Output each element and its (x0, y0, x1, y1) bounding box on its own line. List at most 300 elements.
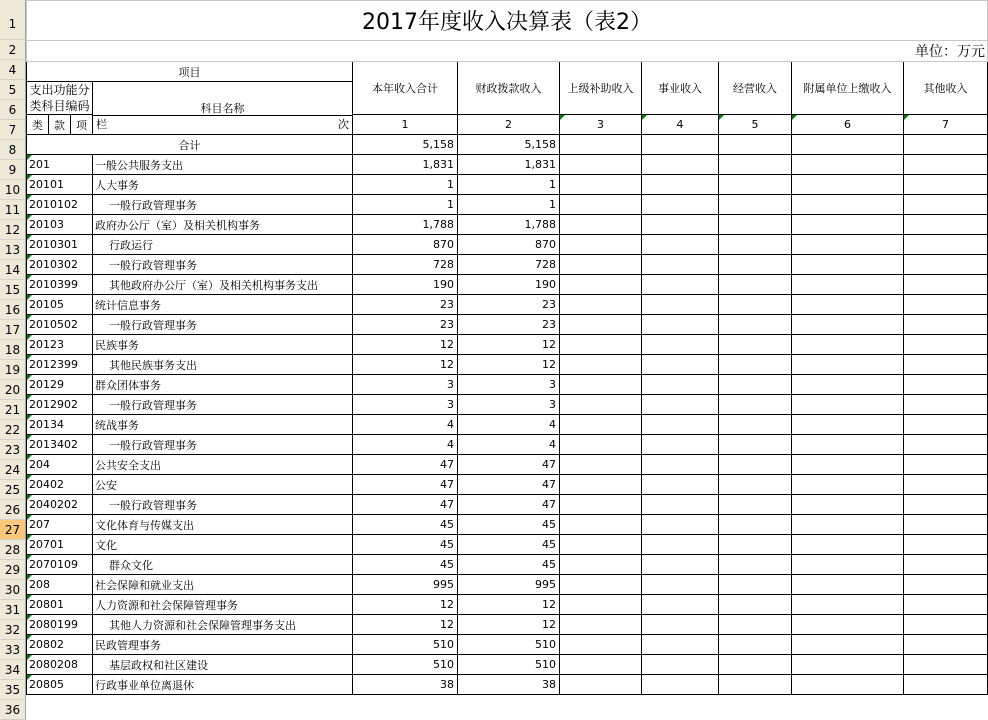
code-cell[interactable]: 2070109 (27, 555, 93, 575)
row-number[interactable]: 18 (0, 340, 26, 360)
value-cell-1[interactable]: 190 (353, 275, 458, 295)
kuan-header[interactable]: 款 (49, 115, 71, 135)
code-cell[interactable]: 20134 (27, 415, 93, 435)
empty-cell[interactable] (904, 475, 988, 495)
code-cell[interactable]: 2010502 (27, 315, 93, 335)
code-cell[interactable]: 2080199 (27, 615, 93, 635)
code-cell[interactable]: 20805 (27, 675, 93, 695)
empty-cell[interactable] (904, 375, 988, 395)
row-number[interactable]: 21 (0, 400, 26, 420)
code-cell[interactable]: 2010301 (27, 235, 93, 255)
name-cell[interactable]: 一般行政管理事务 (93, 495, 353, 515)
empty-cell[interactable] (560, 335, 642, 355)
empty-cell[interactable] (642, 655, 719, 675)
empty-cell[interactable] (792, 615, 904, 635)
value-cell-1[interactable]: 45 (353, 515, 458, 535)
empty-cell[interactable] (560, 655, 642, 675)
code-cell[interactable]: 2010102 (27, 195, 93, 215)
empty-cell[interactable] (904, 195, 988, 215)
value-cell-2[interactable]: 1,788 (458, 215, 560, 235)
empty-cell[interactable] (719, 495, 792, 515)
name-cell[interactable]: 社会保障和就业支出 (93, 575, 353, 595)
empty-cell[interactable] (719, 135, 792, 155)
empty-cell[interactable] (560, 375, 642, 395)
empty-cell[interactable] (792, 555, 904, 575)
empty-cell[interactable] (642, 475, 719, 495)
empty-cell[interactable] (719, 255, 792, 275)
code-cell[interactable]: 20123 (27, 335, 93, 355)
empty-cell[interactable] (642, 355, 719, 375)
empty-cell[interactable] (792, 175, 904, 195)
empty-cell[interactable] (719, 315, 792, 335)
value-cell-2[interactable]: 23 (458, 315, 560, 335)
row-number[interactable]: 15 (0, 280, 26, 300)
empty-cell[interactable] (560, 195, 642, 215)
empty-cell[interactable] (792, 355, 904, 375)
row-number[interactable]: 26 (0, 500, 26, 520)
name-cell[interactable]: 政府办公厅（室）及相关机构事务 (93, 215, 353, 235)
empty-cell[interactable] (904, 395, 988, 415)
name-cell[interactable]: 人力资源和社会保障管理事务 (93, 595, 353, 615)
row-number[interactable]: 33 (0, 640, 26, 660)
empty-cell[interactable] (719, 195, 792, 215)
lei-header[interactable]: 类 (27, 115, 49, 135)
row-number[interactable]: 5 (0, 80, 26, 100)
code-cell[interactable]: 20101 (27, 175, 93, 195)
code-cell[interactable]: 204 (27, 455, 93, 475)
value-cell-2[interactable]: 1 (458, 195, 560, 215)
empty-cell[interactable] (560, 615, 642, 635)
code-cell[interactable]: 2010399 (27, 275, 93, 295)
total-value-2[interactable]: 5,158 (458, 135, 560, 155)
value-cell-1[interactable]: 3 (353, 375, 458, 395)
row-number[interactable]: 2 (0, 40, 26, 60)
empty-cell[interactable] (792, 455, 904, 475)
empty-cell[interactable] (642, 155, 719, 175)
col-header-1[interactable]: 本年收入合计 (353, 62, 458, 115)
name-cell[interactable]: 一般行政管理事务 (93, 315, 353, 335)
empty-cell[interactable] (904, 675, 988, 695)
empty-cell[interactable] (719, 455, 792, 475)
empty-cell[interactable] (719, 615, 792, 635)
empty-cell[interactable] (642, 275, 719, 295)
row-number[interactable]: 34 (0, 660, 26, 680)
row-number[interactable]: 24 (0, 460, 26, 480)
value-cell-1[interactable]: 510 (353, 635, 458, 655)
row-number[interactable]: 9 (0, 160, 26, 180)
empty-cell[interactable] (560, 355, 642, 375)
empty-cell[interactable] (904, 635, 988, 655)
value-cell-2[interactable]: 510 (458, 655, 560, 675)
value-cell-1[interactable]: 38 (353, 675, 458, 695)
row-number[interactable]: 30 (0, 580, 26, 600)
name-cell[interactable]: 行政事业单位离退休 (93, 675, 353, 695)
name-cell[interactable]: 一般公共服务支出 (93, 155, 353, 175)
empty-cell[interactable] (904, 495, 988, 515)
value-cell-1[interactable]: 1,788 (353, 215, 458, 235)
code-cell[interactable]: 20402 (27, 475, 93, 495)
empty-cell[interactable] (904, 155, 988, 175)
name-cell[interactable]: 其他民族事务支出 (93, 355, 353, 375)
empty-cell[interactable] (792, 575, 904, 595)
empty-cell[interactable] (792, 155, 904, 175)
value-cell-2[interactable]: 870 (458, 235, 560, 255)
empty-cell[interactable] (719, 295, 792, 315)
value-cell-1[interactable]: 4 (353, 415, 458, 435)
value-cell-1[interactable]: 23 (353, 315, 458, 335)
empty-cell[interactable] (642, 315, 719, 335)
value-cell-1[interactable]: 45 (353, 535, 458, 555)
code-cell[interactable]: 20701 (27, 535, 93, 555)
name-cell[interactable]: 民政管理事务 (93, 635, 353, 655)
value-cell-2[interactable]: 510 (458, 635, 560, 655)
empty-cell[interactable] (719, 355, 792, 375)
row-number[interactable]: 19 (0, 360, 26, 380)
col-header-6[interactable]: 附属单位上缴收入 (792, 62, 904, 115)
value-cell-2[interactable]: 47 (458, 495, 560, 515)
col-header-2[interactable]: 财政拨款收入 (458, 62, 560, 115)
empty-cell[interactable] (560, 235, 642, 255)
empty-cell[interactable] (560, 315, 642, 335)
value-cell-1[interactable]: 23 (353, 295, 458, 315)
empty-cell[interactable] (642, 635, 719, 655)
empty-cell[interactable] (560, 175, 642, 195)
empty-cell[interactable] (904, 575, 988, 595)
value-cell-2[interactable]: 4 (458, 435, 560, 455)
empty-cell[interactable] (904, 215, 988, 235)
value-cell-1[interactable]: 995 (353, 575, 458, 595)
value-cell-2[interactable]: 47 (458, 455, 560, 475)
empty-cell[interactable] (792, 535, 904, 555)
empty-cell[interactable] (642, 335, 719, 355)
empty-cell[interactable] (642, 515, 719, 535)
code-cell[interactable]: 2010302 (27, 255, 93, 275)
row-number[interactable]: 7 (0, 120, 26, 140)
code-cell[interactable]: 20801 (27, 595, 93, 615)
empty-cell[interactable] (904, 315, 988, 335)
row-number[interactable]: 11 (0, 200, 26, 220)
value-cell-2[interactable]: 12 (458, 615, 560, 635)
row-number[interactable]: 1 (0, 0, 26, 40)
col-header-3[interactable]: 上级补助收入 (560, 62, 642, 115)
empty-cell[interactable] (904, 615, 988, 635)
empty-cell[interactable] (560, 675, 642, 695)
empty-cell[interactable] (719, 535, 792, 555)
empty-cell[interactable] (904, 275, 988, 295)
value-cell-1[interactable]: 870 (353, 235, 458, 255)
empty-cell[interactable] (719, 675, 792, 695)
empty-cell[interactable] (642, 395, 719, 415)
empty-cell[interactable] (642, 415, 719, 435)
row-number[interactable]: 17 (0, 320, 26, 340)
empty-cell[interactable] (560, 295, 642, 315)
name-cell[interactable]: 文化 (93, 535, 353, 555)
value-cell-2[interactable]: 12 (458, 595, 560, 615)
empty-cell[interactable] (560, 475, 642, 495)
value-cell-2[interactable]: 1 (458, 175, 560, 195)
name-cell[interactable]: 人大事务 (93, 175, 353, 195)
name-cell[interactable]: 统计信息事务 (93, 295, 353, 315)
empty-cell[interactable] (904, 355, 988, 375)
code-cell[interactable]: 2080208 (27, 655, 93, 675)
value-cell-1[interactable]: 4 (353, 435, 458, 455)
row-number[interactable]: 36 (0, 700, 26, 720)
empty-cell[interactable] (642, 295, 719, 315)
value-cell-2[interactable]: 3 (458, 375, 560, 395)
empty-cell[interactable] (719, 595, 792, 615)
empty-cell[interactable] (792, 195, 904, 215)
empty-cell[interactable] (719, 335, 792, 355)
empty-cell[interactable] (642, 235, 719, 255)
empty-cell[interactable] (904, 515, 988, 535)
name-cell[interactable]: 基层政权和社区建设 (93, 655, 353, 675)
empty-cell[interactable] (560, 535, 642, 555)
empty-cell[interactable] (792, 135, 904, 155)
empty-cell[interactable] (642, 135, 719, 155)
value-cell-2[interactable]: 190 (458, 275, 560, 295)
empty-cell[interactable] (560, 555, 642, 575)
empty-cell[interactable] (719, 635, 792, 655)
empty-cell[interactable] (792, 215, 904, 235)
col-num-2[interactable]: 2 (458, 115, 560, 135)
empty-cell[interactable] (792, 375, 904, 395)
name-cell[interactable]: 其他人力资源和社会保障管理事务支出 (93, 615, 353, 635)
empty-cell[interactable] (642, 375, 719, 395)
empty-cell[interactable] (792, 255, 904, 275)
code-cell[interactable]: 2012399 (27, 355, 93, 375)
value-cell-2[interactable]: 3 (458, 395, 560, 415)
empty-cell[interactable] (642, 455, 719, 475)
empty-cell[interactable] (560, 255, 642, 275)
total-value-1[interactable]: 5,158 (353, 135, 458, 155)
item-header[interactable]: 项目 (27, 62, 353, 82)
row-number[interactable]: 29 (0, 560, 26, 580)
row-number[interactable]: 10 (0, 180, 26, 200)
empty-cell[interactable] (719, 175, 792, 195)
empty-cell[interactable] (560, 455, 642, 475)
row-number[interactable]: 13 (0, 240, 26, 260)
empty-cell[interactable] (560, 275, 642, 295)
col-num-1[interactable]: 1 (353, 115, 458, 135)
value-cell-1[interactable]: 47 (353, 495, 458, 515)
empty-cell[interactable] (792, 435, 904, 455)
col-num-3[interactable]: 3 (560, 115, 642, 135)
value-cell-2[interactable]: 38 (458, 675, 560, 695)
name-cell[interactable]: 其他政府办公厅（室）及相关机构事务支出 (93, 275, 353, 295)
empty-cell[interactable] (904, 175, 988, 195)
name-cell[interactable]: 统战事务 (93, 415, 353, 435)
empty-cell[interactable] (904, 435, 988, 455)
code-cell[interactable]: 2040202 (27, 495, 93, 515)
row-number[interactable]: 6 (0, 100, 26, 120)
value-cell-2[interactable]: 4 (458, 415, 560, 435)
empty-cell[interactable] (719, 655, 792, 675)
empty-cell[interactable] (904, 235, 988, 255)
empty-cell[interactable] (560, 395, 642, 415)
col-header-5[interactable]: 经营收入 (719, 62, 792, 115)
row-number[interactable]: 28 (0, 540, 26, 560)
row-number[interactable]: 20 (0, 380, 26, 400)
row-number[interactable]: 31 (0, 600, 26, 620)
row-number[interactable]: 4 (0, 60, 26, 80)
empty-cell[interactable] (792, 335, 904, 355)
row-number[interactable]: 12 (0, 220, 26, 240)
name-cell[interactable]: 民族事务 (93, 335, 353, 355)
value-cell-1[interactable]: 47 (353, 455, 458, 475)
code-cell[interactable]: 201 (27, 155, 93, 175)
name-cell[interactable]: 一般行政管理事务 (93, 255, 353, 275)
empty-cell[interactable] (560, 435, 642, 455)
row-number[interactable]: 8 (0, 140, 26, 160)
empty-cell[interactable] (792, 275, 904, 295)
value-cell-2[interactable]: 47 (458, 475, 560, 495)
unit-label[interactable]: 单位：万元 (27, 41, 988, 62)
code-cell[interactable]: 208 (27, 575, 93, 595)
code-cell[interactable]: 20103 (27, 215, 93, 235)
code-cell[interactable]: 20105 (27, 295, 93, 315)
empty-cell[interactable] (642, 195, 719, 215)
empty-cell[interactable] (904, 295, 988, 315)
empty-cell[interactable] (642, 615, 719, 635)
empty-cell[interactable] (719, 215, 792, 235)
value-cell-2[interactable]: 12 (458, 335, 560, 355)
empty-cell[interactable] (642, 575, 719, 595)
row-number[interactable]: 16 (0, 300, 26, 320)
col-num-5[interactable]: 5 (719, 115, 792, 135)
code-cell[interactable]: 207 (27, 515, 93, 535)
value-cell-1[interactable]: 12 (353, 335, 458, 355)
row-number[interactable]: 23 (0, 440, 26, 460)
empty-cell[interactable] (719, 555, 792, 575)
empty-cell[interactable] (719, 575, 792, 595)
empty-cell[interactable] (792, 395, 904, 415)
empty-cell[interactable] (642, 535, 719, 555)
row-number[interactable]: 32 (0, 620, 26, 640)
empty-cell[interactable] (719, 475, 792, 495)
empty-cell[interactable] (792, 635, 904, 655)
value-cell-2[interactable]: 995 (458, 575, 560, 595)
col-header-7[interactable]: 其他收入 (904, 62, 988, 115)
col-num-6[interactable]: 6 (792, 115, 904, 135)
empty-cell[interactable] (560, 155, 642, 175)
empty-cell[interactable] (642, 255, 719, 275)
empty-cell[interactable] (719, 415, 792, 435)
value-cell-2[interactable]: 45 (458, 515, 560, 535)
empty-cell[interactable] (904, 415, 988, 435)
empty-cell[interactable] (642, 595, 719, 615)
value-cell-2[interactable]: 45 (458, 535, 560, 555)
value-cell-1[interactable]: 1,831 (353, 155, 458, 175)
value-cell-2[interactable]: 45 (458, 555, 560, 575)
empty-cell[interactable] (719, 235, 792, 255)
empty-cell[interactable] (560, 515, 642, 535)
code-cell[interactable]: 2012902 (27, 395, 93, 415)
empty-cell[interactable] (642, 215, 719, 235)
empty-cell[interactable] (560, 495, 642, 515)
empty-cell[interactable] (904, 655, 988, 675)
empty-cell[interactable] (560, 415, 642, 435)
value-cell-2[interactable]: 12 (458, 355, 560, 375)
name-cell[interactable]: 公共安全支出 (93, 455, 353, 475)
col-header-4[interactable]: 事业收入 (642, 62, 719, 115)
empty-cell[interactable] (904, 455, 988, 475)
value-cell-1[interactable]: 1 (353, 175, 458, 195)
value-cell-2[interactable]: 23 (458, 295, 560, 315)
empty-cell[interactable] (792, 475, 904, 495)
row-number[interactable]: 25 (0, 480, 26, 500)
xiang-header[interactable]: 项 (71, 115, 93, 135)
value-cell-2[interactable]: 1,831 (458, 155, 560, 175)
row-number[interactable]: 22 (0, 420, 26, 440)
value-cell-1[interactable]: 1 (353, 195, 458, 215)
name-cell[interactable]: 群众团体事务 (93, 375, 353, 395)
empty-cell[interactable] (642, 435, 719, 455)
empty-cell[interactable] (560, 635, 642, 655)
empty-cell[interactable] (904, 555, 988, 575)
code-cell[interactable]: 20129 (27, 375, 93, 395)
name-header[interactable]: 科目名称 栏 次 (93, 82, 353, 135)
value-cell-1[interactable]: 45 (353, 555, 458, 575)
empty-cell[interactable] (719, 395, 792, 415)
empty-cell[interactable] (642, 495, 719, 515)
code-cell[interactable]: 20802 (27, 635, 93, 655)
value-cell-1[interactable]: 12 (353, 615, 458, 635)
name-cell[interactable]: 群众文化 (93, 555, 353, 575)
empty-cell[interactable] (560, 135, 642, 155)
empty-cell[interactable] (904, 335, 988, 355)
value-cell-2[interactable]: 728 (458, 255, 560, 275)
code-cell[interactable]: 2013402 (27, 435, 93, 455)
page-title[interactable]: 2017年度收入决算表（表2） (27, 1, 988, 41)
empty-cell[interactable] (719, 155, 792, 175)
empty-cell[interactable] (719, 275, 792, 295)
empty-cell[interactable] (904, 595, 988, 615)
empty-cell[interactable] (792, 675, 904, 695)
value-cell-1[interactable]: 510 (353, 655, 458, 675)
value-cell-1[interactable]: 728 (353, 255, 458, 275)
empty-cell[interactable] (904, 255, 988, 275)
row-number[interactable]: 35 (0, 680, 26, 700)
empty-cell[interactable] (792, 315, 904, 335)
value-cell-1[interactable]: 12 (353, 355, 458, 375)
empty-cell[interactable] (719, 515, 792, 535)
empty-cell[interactable] (792, 595, 904, 615)
empty-cell[interactable] (560, 595, 642, 615)
col-num-7[interactable]: 7 (904, 115, 988, 135)
empty-cell[interactable] (904, 535, 988, 555)
name-cell[interactable]: 公安 (93, 475, 353, 495)
name-cell[interactable]: 文化体育与传媒支出 (93, 515, 353, 535)
name-cell[interactable]: 行政运行 (93, 235, 353, 255)
empty-cell[interactable] (904, 135, 988, 155)
empty-cell[interactable] (792, 415, 904, 435)
empty-cell[interactable] (792, 235, 904, 255)
empty-cell[interactable] (792, 295, 904, 315)
empty-cell[interactable] (642, 175, 719, 195)
col-num-4[interactable]: 4 (642, 115, 719, 135)
empty-cell[interactable] (719, 375, 792, 395)
name-cell[interactable]: 一般行政管理事务 (93, 195, 353, 215)
empty-cell[interactable] (719, 435, 792, 455)
row-number[interactable]: 27 (0, 520, 26, 540)
value-cell-1[interactable]: 3 (353, 395, 458, 415)
name-cell[interactable]: 一般行政管理事务 (93, 395, 353, 415)
empty-cell[interactable] (792, 515, 904, 535)
value-cell-1[interactable]: 12 (353, 595, 458, 615)
empty-cell[interactable] (792, 655, 904, 675)
name-cell[interactable]: 一般行政管理事务 (93, 435, 353, 455)
empty-cell[interactable] (642, 555, 719, 575)
